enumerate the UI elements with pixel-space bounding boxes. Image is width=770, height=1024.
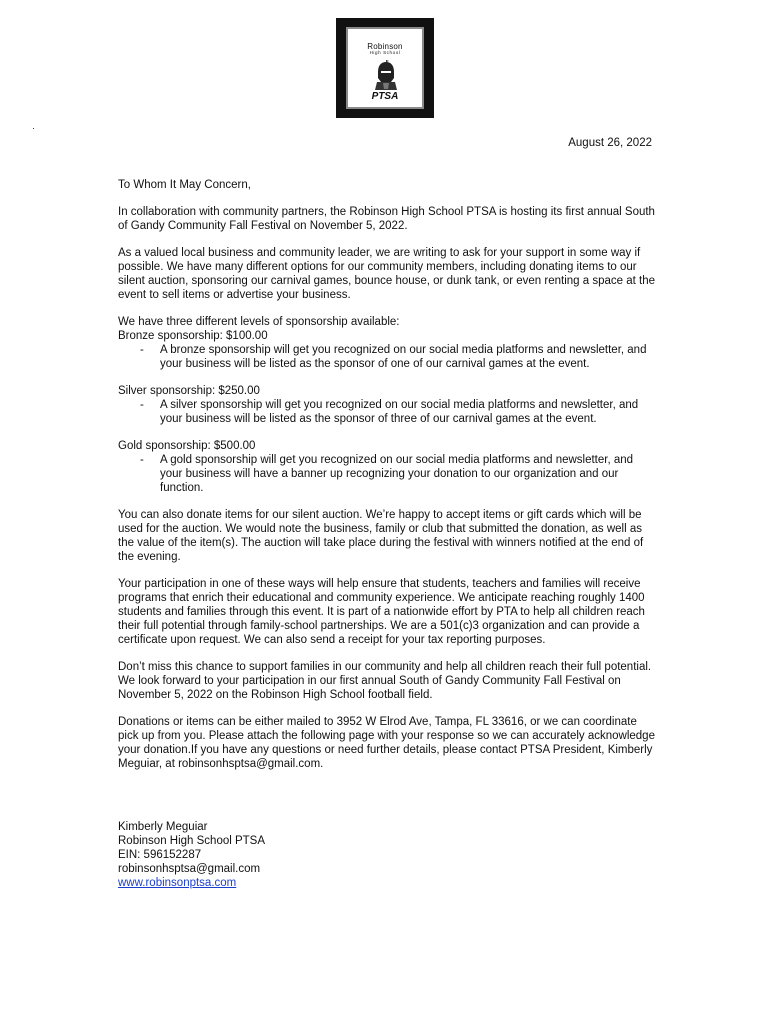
letter-body bbox=[118, 178, 658, 784]
knight-icon bbox=[373, 60, 399, 90]
paragraph-auction: You can also donate items for our silent auction. We’re happy to accept items or gift cards which will be used for the auction. We would note the business, family or club that submitted the donation, as well as the value of the item(s). The auction will take place during the festival with winners notified at the end of the evening. bbox=[118, 509, 644, 563]
levels-intro: We have three different levels of sponsorship available: bbox=[118, 316, 400, 328]
stray-mark: · bbox=[32, 123, 35, 133]
signature-ein: EIN: 596152287 bbox=[118, 849, 202, 861]
signature-name: Kimberly Meguiar bbox=[118, 821, 208, 833]
tier-title: Gold sponsorship: $500.00 bbox=[118, 440, 256, 452]
paragraph-donations: Donations or items can be either mailed to 3952 W Elrod Ave, Tampa, FL 33616, or we can coordinate pick up from you. Please attach the following page with your response so we can accurately acknowledge your donation.If you have any questions or need further details, please contact PTSA President, Kimberly Meguiar, at robinsonhsptsa@gmail.com. bbox=[118, 716, 655, 770]
signature-block bbox=[118, 820, 418, 890]
paragraph-impact: Your participation in one of these ways will help ensure that students, teachers and families will receive programs that enrich their educational and community experience. We anticipate reaching roughly 1400 students and families through this event. It is part of a nationwide effort by PTA to help all children reach their full potential through family-school partnerships. We are a 501(c)3 organization and can provide a certificate upon request. We can also send a receipt for your tax reporting purposes. bbox=[118, 578, 645, 646]
tier-gold bbox=[118, 439, 658, 495]
signature-org: Robinson High School PTSA bbox=[118, 835, 266, 847]
logo-school-sub: High School bbox=[369, 50, 401, 55]
tier-detail: - A bronze sponsorship will get you recognized on our social media platforms and newsletter, and your business will be listed as the sponsor of one of our carnival games at the event. bbox=[137, 343, 658, 371]
paragraph-ask: As a valued local business and community leader, we are writing to ask for your support in some way if possible. We have many different options for our community members, including donating items to our silent auction, sponsoring our carnival games, bounce house, or dunk tank, or even renting a space at the event to sell items or advertise your business. bbox=[118, 247, 655, 301]
paragraph-closing: Don’t miss this chance to support families in our community and help all children reach their full potential. We look forward to your participation in our first annual South of Gandy Community Fall Festival on November 5, 2022 on the Robinson High School football field. bbox=[118, 661, 652, 701]
logo-ptsa-text: PTSA bbox=[371, 91, 399, 102]
tier-silver bbox=[118, 384, 658, 426]
greeting: To Whom It May Concern, bbox=[118, 179, 251, 191]
logo-frame bbox=[346, 27, 424, 109]
tier-bronze bbox=[118, 329, 658, 371]
logo-school-name: Robinson bbox=[367, 42, 403, 51]
letter-date: August 26, 2022 bbox=[568, 137, 652, 149]
tier-title: Bronze sponsorship: $100.00 bbox=[118, 330, 268, 342]
tier-detail: - A gold sponsorship will get you recognized on our social media platforms and newsletter, and your business will have a banner up recognizing your donation to our organization and our function. bbox=[137, 453, 658, 495]
tier-title: Silver sponsorship: $250.00 bbox=[118, 385, 260, 397]
website-link[interactable]: www.robinsonptsa.com bbox=[118, 877, 237, 889]
paragraph-intro: In collaboration with community partners, the Robinson High School PTSA is hosting its first annual South of Gandy Community Fall Festival on November 5, 2022. bbox=[118, 206, 655, 232]
ptsa-logo bbox=[336, 18, 434, 118]
tier-detail: - A silver sponsorship will get you recognized on our social media platforms and newsletter, and your business will be listed as the sponsor of three of our carnival games at the event. bbox=[137, 398, 658, 426]
signature-email: robinsonhsptsa@gmail.com bbox=[118, 863, 261, 875]
